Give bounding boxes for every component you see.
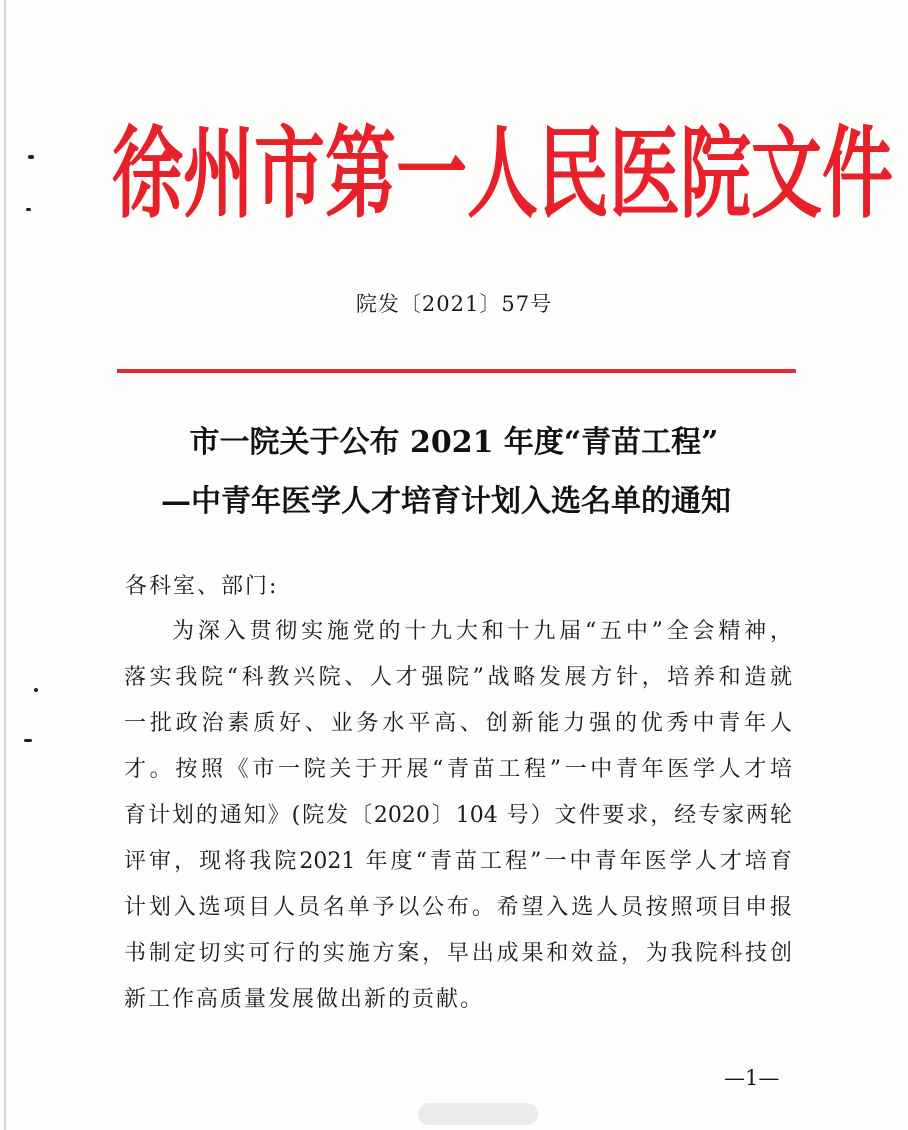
document-number: 院发〔2021〕57号 — [355, 292, 553, 316]
body-line: 新工作高质量发展做出新的贡献。 — [124, 987, 485, 1012]
page-edge — [4, 0, 6, 1130]
body-line: 评审，现将我院2021 年度“青苗工程”一中青年医学人才培育 — [124, 849, 792, 874]
scan-speck — [34, 688, 38, 692]
scan-speck — [24, 739, 32, 742]
body-line: 育计划的通知》(院发〔2020〕104 号）文件要求，经专家两轮 — [124, 803, 792, 828]
notice-title-line-1: 市一院关于公布 2021 年度“青苗工程” — [189, 425, 719, 460]
body-line: 落实我院“科教兴院、人才强院”战略发展方针，培养和造就 — [124, 665, 792, 690]
red-divider-rule — [117, 369, 796, 373]
page-number: —1— — [724, 1066, 780, 1090]
body-paragraph — [124, 609, 792, 1023]
body-line: 计划入选项目人员名单予以公布。希望入选人员按照项目申报 — [124, 895, 792, 920]
scan-speck — [28, 155, 34, 159]
document-header-title: 徐州市第一人民医院文件 — [112, 114, 894, 232]
faded-watermark — [418, 1103, 538, 1125]
body-line: 一批政治素质好、业务水平高、创新能力强的优秀中青年人 — [124, 711, 792, 736]
body-line: 才。按照《市一院关于开展“青苗工程”一中青年医学人才培 — [124, 757, 792, 782]
salutation: 各科室、部门: — [125, 574, 279, 599]
notice-title-line-2: —中青年医学人才培育计划入选名单的通知 — [161, 484, 731, 519]
scan-speck — [26, 208, 31, 211]
body-line: 书制定切实可行的实施方案，早出成果和效益，为我院科技创 — [124, 941, 792, 966]
body-line: 为深入贯彻实施党的十九大和十九届“五中”全会精神， — [172, 619, 792, 644]
